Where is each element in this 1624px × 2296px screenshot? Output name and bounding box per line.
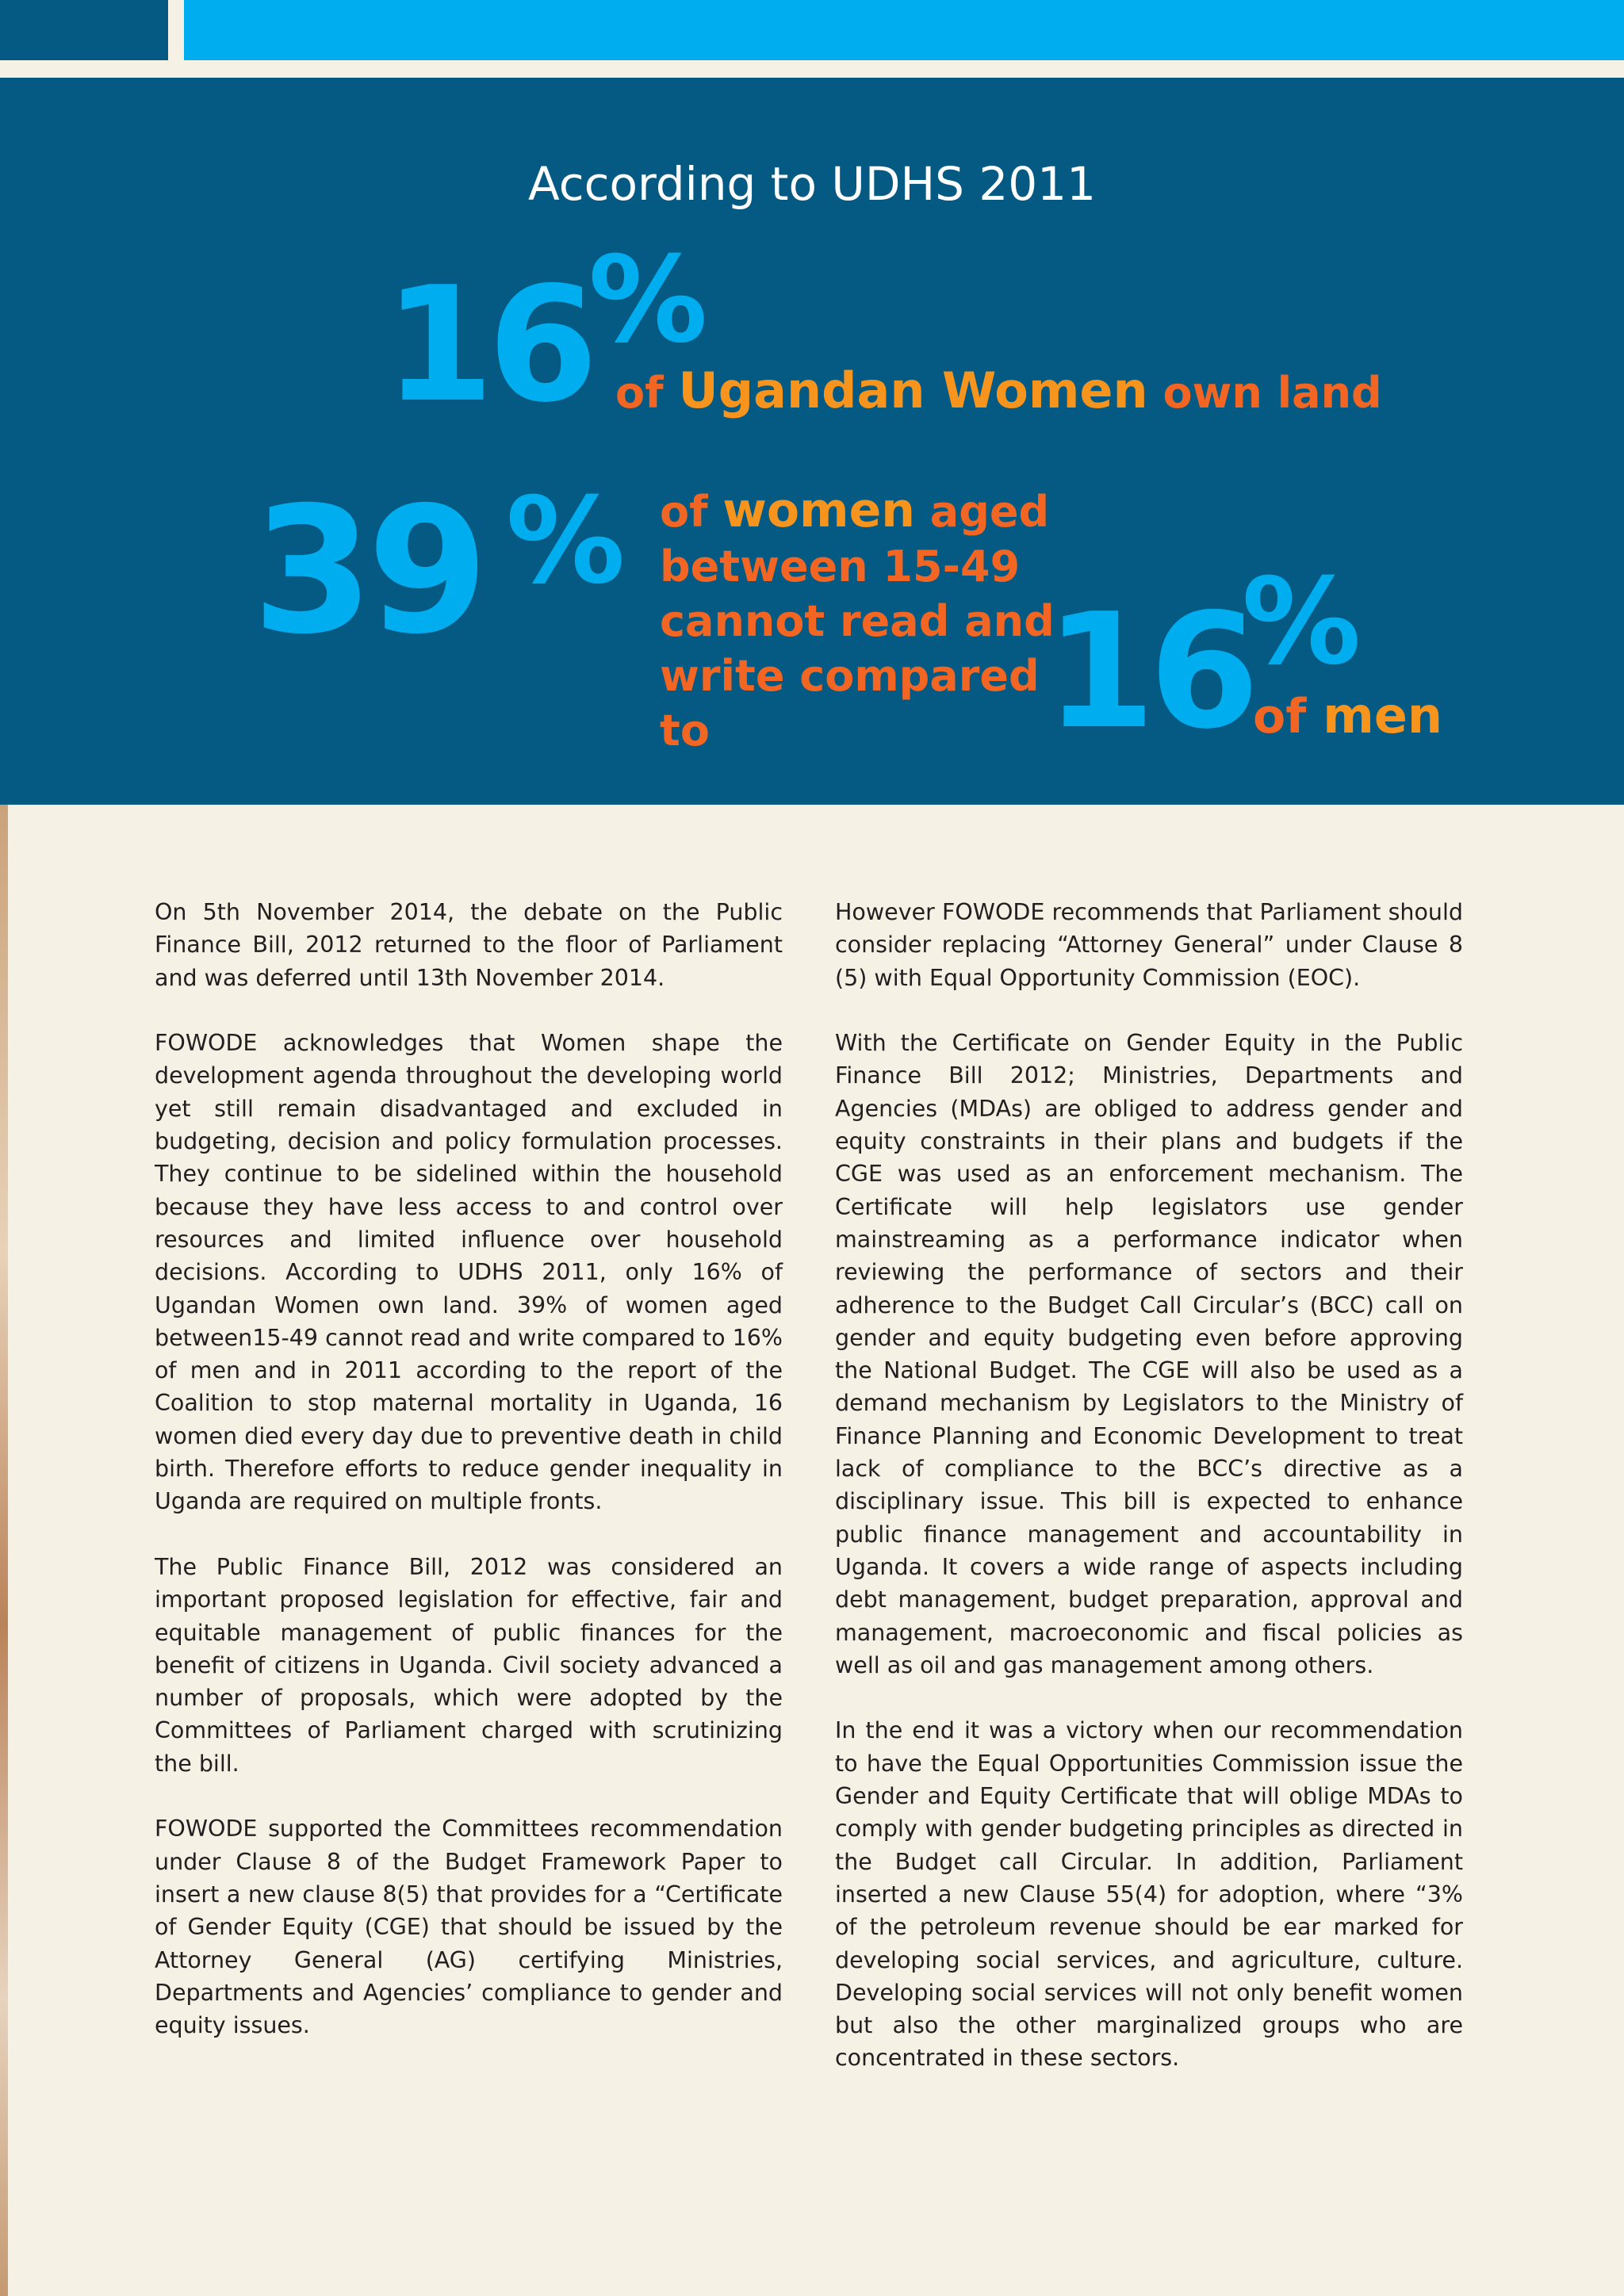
stat1-subject: Ugandan Women [678,362,1148,419]
stat1-predicate: own land [1162,368,1382,418]
top-strip-dark-block [0,0,168,60]
stat2-line1-rest: aged [929,487,1050,537]
stat2-line4: write compared to [660,651,1040,756]
stat3-percent-sign: % [1242,553,1362,691]
stat2-line2: between 15-49 [660,541,1021,591]
stat3-of: of [1253,689,1307,744]
stat2-percent-sign: % [506,473,626,610]
left-edge-photo-strip [0,805,8,2296]
stat1-of: of [615,368,664,418]
banner-heading: According to UDHS 2011 [528,157,1096,211]
left-paragraph: On 5th November 2014, the debate on the Public Finance Bill, 2012 returned to the floor of Parliament and was deferred until 13th November 2014. [155,899,783,991]
right-paragraph: In the end it was a victory when our recommendation to have the Equal Opportunities Commission issue the Gender and Equity Certificate that will oblige MDAs to comply with gender budgeting principles as directed in the Budget call Circular. In addition, Parliament inserted a new Clause 55(4) for adoption, where “3% of the petroleum revenue should be ear marked for developing social services, and agriculture, culture. Developing social services will not only benefit women but also the other marginalized groups who are concentrated in these sectors. [835,1717,1463,2072]
stat1-number: 16 [384,253,592,438]
stat2-subject: women [722,483,915,538]
stat1-percent-sign: % [588,232,708,369]
right-text-column [835,896,1463,2107]
stat2-caption [660,484,1072,758]
left-paragraph: FOWODE supported the Committees recommendation under Clause 8 of the Budget Framework Paper to insert a new clause 8(5) that provides for a “Certificate of Gender Equity (CGE) that should be issued by the Attorney General (AG) certifying Ministries, Departments and Agencies’ compliance to gender and equity issues. [155,1816,783,2039]
stat2-number: 39 [252,469,483,672]
top-color-strip [0,0,1624,78]
right-paragraph: However FOWODE recommends that Parliament should consider replacing “Attorney General” under Clause 8 (5) with Equal Opportunity Commission (EOC). [835,899,1463,991]
left-text-column [155,896,783,2075]
stat2-line3: cannot read and [660,596,1055,646]
left-paragraph: The Public Finance Bill, 2012 was considered an important proposed legislation for effective, fair and equitable management of public finances for the benefit of citizens in Uganda. Civil society advanced a number of proposals, which were adopted by the Committees of Parliament charged with scrutinizing the bill. [155,1553,783,1777]
top-strip-light-block [184,0,1624,60]
stat2-of: of [660,487,708,537]
stat3-caption [1253,687,1442,744]
stat1-caption [615,362,1382,419]
stat3-subject: men [1323,687,1443,744]
right-paragraph: With the Certificate on Gender Equity in the Public Finance Bill 2012; Ministries, Departments and Agencies (MDAs) are obliged to address gender and equity constraints in their plans and budgets if the CGE was used as an enforcement mechanism. The Certificate will help legislators use gender mainstreaming as a performance indicator when reviewing the performance of sectors and their adherence to the Budget Call Circular’s (BCC) call on gender and equity budgeting even before approving the National Budget. The CGE will also be used as a demand mechanism by Legislators to the Ministry of Finance Planning and Economic Development to treat lack of compliance to the BCC’s directive as a disciplinary issue. This bill is expected to enhance public finance management and accountability in Uganda. It covers a wide range of aspects including debt management, budget preparation, approval and management, macroeconomic and fiscal policies as well as oil and gas management among others. [835,1030,1463,1678]
statistics-banner [0,78,1624,805]
left-paragraph: FOWODE acknowledges that Women shape the development agenda throughout the developing world yet still remain disadvantaged and excluded in budgeting, decision and policy formulation processes. They continue to be sidelined within the household because they have less access to and control over resources and limited influence over household decisions. According to UDHS 2011, only 16% of Ugandan Women own land. 39% of women aged between15-49 cannot read and write compared to 16% of men and in 2011 according to the report of the Coalition to stop maternal mortality in Uganda, 16 women died every day due to preventive death in child birth. Therefore efforts to reduce gender inequality in Uganda are required on multiple fronts. [155,1030,783,1515]
stat2-line1 [660,484,1072,539]
stat3-number: 16 [1045,580,1254,764]
